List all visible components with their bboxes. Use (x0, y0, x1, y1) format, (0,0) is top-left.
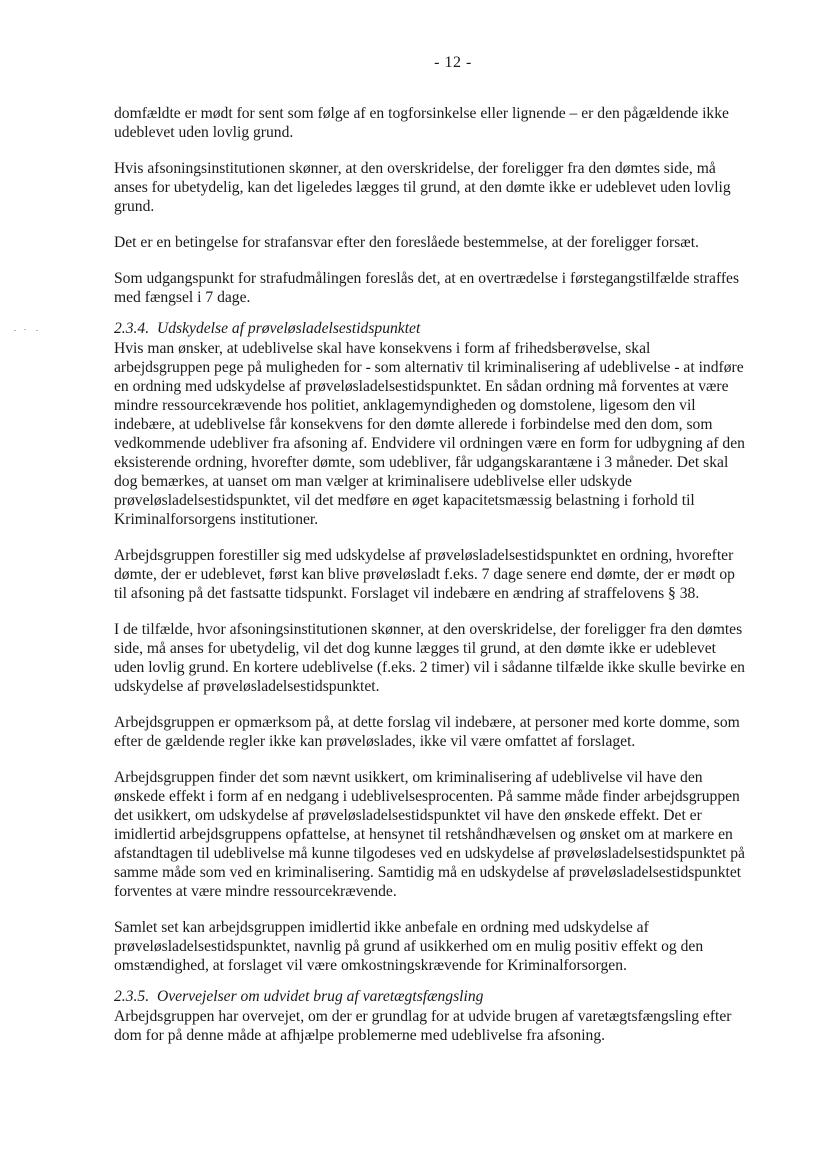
section-number: 2.3.4. (114, 320, 150, 337)
paragraph: Hvis afsoningsinstitutionen skønner, at den overskridelse, der foreligger fra den dømtes side, må anses for ubetydelig, kan det ligeledes lægges til grund, at den dømte ikke er udeblevet uden lovlig grund. (114, 160, 731, 215)
section-heading (114, 987, 748, 1006)
document-body (114, 104, 748, 1062)
scan-speck (14, 330, 16, 331)
paragraph: Hvis man ønsker, at udeblivelse skal have konsekvens i form af frihedsberøvelse, skal arbejdsgruppen pege på muligheden for - som alternativ til kriminalisering af udeblivelse - at indføre en ordning med udskydelse af prøveløsladelsestidspunktet. En sådan ordning må forventes at være mindre ressourcekrævende hos politiet, anklagemyndigheden og domstolene, ligesom den vil indebære, at udeblivelse får konsekvens for den dømte allerede i forbindelse med den dom, som vedkommende udebliver fra afsoning af. Endvidere vil ordningen være en form for udbygning af den eksisterende ordning, hvorefter dømte, som udebliver, får udgangskarantæne i 3 måneder. Det skal dog bemærkes, at uanset om man vælger at kriminalisere udeblivelse eller udskyde prøveløsladelsestidspunktet, vil det medføre en øget kapacitetsmæssig belastning i forhold til Kriminalforsorgens institutioner. (114, 340, 745, 528)
scan-speck (24, 329, 26, 330)
section-number: 2.3.5. (114, 988, 150, 1005)
section-title: Overvejelser om udvidet brug af varetægtsfængsling (157, 988, 484, 1005)
paragraph: Arbejdsgruppen forestiller sig med udskydelse af prøveløsladelsestidspunktet en ordning, hvorefter dømte, der er udeblevet, først kan blive prøveløsladt f.eks. 7 dage senere end dømte, der er mødt op til afsoning på det fastsatte tidspunkt. Forslaget vil indebære en ændring af straffelovens § 38. (114, 547, 735, 602)
paragraph: I de tilfælde, hvor afsoningsinstitutionen skønner, at den overskridelse, der foreligger fra den dømtes side, må anses for ubetydelig, vil det dog kunne lægges til grund, at den dømte ikke er udeblevet uden lovlig grund. En kortere udeblivelse (f.eks. 2 timer) vil i sådanne tilfælde ikke skulle bevirke en udskydelse af prøveløsladelsestidspunktet. (114, 621, 745, 695)
paragraph: Arbejdsgruppen er opmærksom på, at dette forslag vil indebære, at personer med korte domme, som efter de gældende regler ikke kan prøveløslades, ikke vil være omfattet af forslaget. (114, 714, 740, 750)
page-number: - 12 - (434, 54, 472, 71)
paragraph: Arbejdsgruppen har overvejet, om der er grundlag for at udvide brugen af varetægtsfængsling efter dom for på denne måde at afhjælpe problemerne med udeblivelse fra afsoning. (114, 1008, 732, 1044)
section-heading (114, 319, 748, 338)
paragraph: Arbejdsgruppen finder det som nævnt usikkert, om kriminalisering af udeblivelse vil have den ønskede effekt i form af en nedgang i udeblivelsesprocenten. På samme måde finder arbejdsgruppen det usikkert, om udskydelse af prøveløsladelsestidspunktet vil have den ønskede effekt. Det er imidlertid arbejdsgruppens opfattelse, at hensynet til retshåndhævelsen og ønsket om at markere en afstandtagen til udeblivelse må kunne tilgodeses ved en udskydelse af prøveløsladelsestidspunktet på samme måde som ved en kriminalisering. Samtidig må en udskydelse af prøveløsladelsestidspunktet forventes at være mindre ressourcekrævende. (114, 769, 745, 900)
paragraph: Det er en betingelse for strafansvar efter den foreslåede bestemmelse, at der foreligger forsæt. (114, 234, 699, 251)
section-title: Udskydelse af prøveløsladelsestidspunktet (157, 320, 421, 337)
paragraph: domfældte er mødt for sent som følge af en togforsinkelse eller lignende – er den pågældende ikke udeblevet uden lovlig grund. (114, 105, 729, 141)
paragraph: Samlet set kan arbejdsgruppen imidlertid ikke anbefale en ordning med udskydelse af prøveløsladelsestidspunktet, navnlig på grund af usikkerhed om en mulig positiv effekt og den omstændighed, at forslaget vil være omkostningskrævende for Kriminalforsorgen. (114, 919, 704, 974)
paragraph: Som udgangspunkt for strafudmålingen foreslås det, at en overtrædelse i førstegangstilfælde straffes med fængsel i 7 dage. (114, 270, 740, 306)
scan-speck (36, 330, 38, 331)
